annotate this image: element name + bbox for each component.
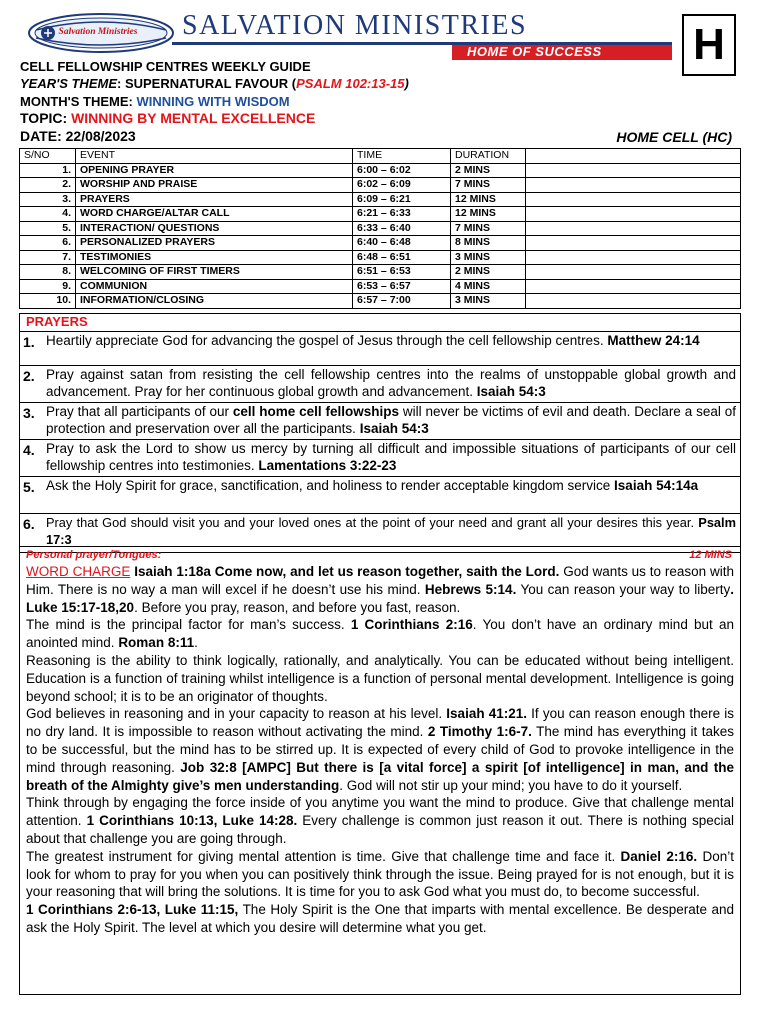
word-charge-paragraph: [26, 794, 734, 847]
prayer-number: 1.: [23, 334, 35, 350]
scripture-reference: Roman 8:11: [118, 635, 195, 651]
prayer-reference: Isaiah 54:14a: [614, 478, 699, 493]
schedule-time: 6:40 – 6:48: [353, 236, 451, 251]
paragraph-text: The greatest instrument for giving mental attention is time. Give that challenge time and face it.: [26, 848, 621, 864]
header-banner: [22, 10, 672, 59]
schedule-row: [20, 178, 741, 193]
personal-prayer-duration: 12 MINS: [689, 549, 732, 561]
word-charge-paragraph: [26, 848, 734, 901]
schedule-event: TESTIMONIES: [76, 250, 353, 265]
paragraph-text: God wants us to reason with Him. There is no way a man will excel if he doesn’t use his mind.: [26, 564, 735, 597]
schedule-event: WELCOMING OF FIRST TIMERS: [76, 265, 353, 280]
schedule-table: [19, 148, 741, 309]
month-theme: WINNING WITH WISDOM: [136, 94, 290, 109]
schedule-duration: 2 MINS: [451, 163, 526, 178]
prayer-number: 3.: [23, 405, 35, 421]
paragraph-text: Think through by engaging the force inside of you anytime you want the mind to produce. Give that challenge mental attention.: [26, 795, 734, 829]
paragraph-text: . God will not stir up your mind; you have to do it yourself.: [339, 777, 683, 793]
schedule-duration: 12 MINS: [451, 207, 526, 222]
paragraph-text: God believes in reasoning and in your capacity to reason at his level.: [26, 706, 447, 722]
schedule-sno: 6.: [20, 236, 76, 251]
schedule-sno: 8.: [20, 265, 76, 280]
prayer-item: [20, 365, 740, 402]
month-theme-label: MONTH'S THEME: [20, 94, 129, 109]
prayer-reference: Isaiah 54:3: [359, 421, 429, 436]
prayer-item: [20, 402, 740, 439]
schedule-row: [20, 192, 741, 207]
schedule-blank-cell: [526, 192, 741, 207]
schedule-sno: 5.: [20, 221, 76, 236]
prayer-text: [46, 403, 736, 437]
schedule-duration: 2 MINS: [451, 265, 526, 280]
schedule-event: INTERACTION/ QUESTIONS: [76, 221, 353, 236]
prayer-body: Heartily appreciate God for advancing the gospel of Jesus through the cell fellowship centres.: [46, 333, 608, 348]
schedule-blank-cell: [526, 279, 741, 294]
schedule-blank-cell: [526, 250, 741, 265]
schedule-row: [20, 236, 741, 251]
personal-prayer-label: Personal prayer/Tongues:: [26, 549, 162, 561]
schedule-row: [20, 279, 741, 294]
cell-type-label: HOME CELL (HC): [616, 129, 732, 145]
prayer-reference: Matthew 24:14: [607, 333, 700, 348]
header-time: TIME: [353, 149, 451, 164]
prayer-body: will never be victims of evil and death. Declare a seal of protection and preservation over all the participants.: [46, 404, 736, 436]
schedule-sno: 4.: [20, 207, 76, 222]
schedule-event: WORSHIP AND PRAISE: [76, 178, 353, 193]
paragraph-text: The mind is the principal factor for man’s success.: [26, 617, 351, 633]
word-charge-paragraph: [26, 616, 734, 652]
topic-line: [20, 111, 315, 126]
schedule-time: 6:09 – 6:21: [353, 192, 451, 207]
schedule-sno: 7.: [20, 250, 76, 265]
scripture-reference: Hebrews 5:14.: [424, 581, 517, 597]
schedule-event: PRAYERS: [76, 192, 353, 207]
schedule-sno: 9.: [20, 279, 76, 294]
schedule-duration: 8 MINS: [451, 236, 526, 251]
word-charge-paragraph: [26, 563, 734, 616]
paragraph-text: .: [194, 635, 198, 651]
prayer-item: [20, 513, 740, 548]
word-charge-section: [19, 546, 741, 995]
prayer-item: [20, 476, 740, 513]
year-theme-line: [20, 76, 409, 91]
schedule-row: [20, 265, 741, 280]
header-duration: DURATION: [451, 149, 526, 164]
word-charge-paragraph: [26, 705, 734, 794]
schedule-event: INFORMATION/CLOSING: [76, 294, 353, 309]
schedule-blank-cell: [526, 221, 741, 236]
schedule-sno: 2.: [20, 178, 76, 193]
guide-title: CELL FELLOWSHIP CENTRES WEEKLY GUIDE: [20, 59, 311, 74]
schedule-time: 6:48 – 6:51: [353, 250, 451, 265]
scripture-reference: . Luke 15:17-18,20: [26, 581, 734, 615]
schedule-blank-cell: [526, 178, 741, 193]
schedule-row: [20, 294, 741, 309]
scripture-reference: 1 Corinthians 2:6-13, Luke 11:15,: [26, 902, 239, 918]
paragraph-text: . Before you pray, reason, and before you fast, reason.: [134, 599, 461, 615]
word-charge-body: [26, 563, 734, 937]
topic: WINNING BY MENTAL EXCELLENCE: [71, 110, 316, 126]
date-value: 22/08/2023: [65, 128, 136, 144]
schedule-duration: 3 MINS: [451, 250, 526, 265]
schedule-body: [20, 163, 741, 308]
schedule-row: [20, 163, 741, 178]
prayer-number: 4.: [23, 442, 35, 458]
schedule-time: 6:21 – 6:33: [353, 207, 451, 222]
month-theme-separator: :: [128, 94, 137, 109]
schedule-duration: 7 MINS: [451, 221, 526, 236]
schedule-sno: 10.: [20, 294, 76, 309]
prayer-text: [46, 477, 736, 494]
schedule-sno: 1.: [20, 163, 76, 178]
schedule-event: OPENING PRAYER: [76, 163, 353, 178]
organization-tagline: HOME OF SUCCESS: [467, 44, 602, 59]
date-label: DATE:: [20, 128, 66, 144]
year-theme-reference: PSALM 102:13-15: [296, 76, 405, 91]
schedule-blank-cell: [526, 236, 741, 251]
schedule-duration: 7 MINS: [451, 178, 526, 193]
paragraph-text: The Holy Spirit is the One that imparts with mental excellence. Be desperate and ask the Holy Spirit. The level at which you desire will determine what you get.: [26, 902, 734, 935]
prayer-text: [46, 440, 736, 474]
date-line: [20, 129, 136, 144]
prayer-item: [20, 331, 740, 365]
year-theme-label: YEAR'S THEME: [20, 76, 117, 91]
schedule-time: 6:02 – 6:09: [353, 178, 451, 193]
prayer-reference: Isaiah 54:3: [476, 384, 546, 399]
scripture-reference: Isaiah 1:18a Come now, and let us reason together, saith the Lord.: [130, 564, 560, 579]
prayer-number: 6.: [23, 516, 35, 532]
paragraph-text: If you can reason enough there is no dry land. It is impossible to reason without activating the mind.: [26, 706, 734, 740]
schedule-duration: 3 MINS: [451, 294, 526, 309]
prayer-body: Pray that God should visit you and your loved ones at the point of your need and grant all your desires this year.: [46, 515, 699, 530]
schedule-blank-cell: [526, 207, 741, 222]
schedule-time: 6:00 – 6:02: [353, 163, 451, 178]
prayers-title: PRAYERS: [26, 314, 88, 329]
scripture-reference: 1 Corinthians 2:16: [350, 617, 473, 633]
header-sno: S/NO: [20, 149, 76, 164]
word-charge-paragraph: [26, 901, 734, 937]
prayers-section: [19, 313, 741, 553]
schedule-sno: 3.: [20, 192, 76, 207]
schedule-duration: 12 MINS: [451, 192, 526, 207]
schedule-header-row: [20, 149, 741, 164]
topic-label: TOPIC:: [20, 110, 72, 126]
schedule-duration: 4 MINS: [451, 279, 526, 294]
prayer-text: [46, 514, 736, 548]
schedule-event: COMMUNION: [76, 279, 353, 294]
schedule-time: 6:33 – 6:40: [353, 221, 451, 236]
schedule-event: WORD CHARGE/ALTAR CALL: [76, 207, 353, 222]
schedule-event: PERSONALIZED PRAYERS: [76, 236, 353, 251]
prayer-item: [20, 439, 740, 476]
year-theme-close: ): [404, 76, 409, 91]
month-theme-line: [20, 94, 290, 109]
header-blank: [526, 149, 741, 164]
word-charge-label: WORD CHARGE: [26, 564, 131, 579]
prayer-number: 5.: [23, 479, 35, 495]
prayer-body: Ask the Holy Spirit for grace, sanctification, and holiness to render acceptable kingdom service: [46, 478, 615, 493]
schedule-time: 6:53 – 6:57: [353, 279, 451, 294]
prayer-text: [46, 366, 736, 400]
paragraph-text: Don’t look for whom to pray for you when you can positively think through the issue. Being prayed for is not enough, but it is your reasoning that will bring the solutions. It is time for you to ask God what you must do, to become successful.: [26, 848, 734, 900]
paragraph-text: The mind has everything it takes to be successful, but the mind has to be stirred up. It is expected of every child of God to provoke intelligence in the mind through reasoning.: [26, 724, 735, 775]
year-theme: : SUPERNATURAL FAVOUR (: [117, 76, 297, 91]
schedule-time: 6:57 – 7:00: [353, 294, 451, 309]
prayer-number: 2.: [23, 368, 35, 384]
prayer-reference: Psalm 17:3: [46, 515, 736, 547]
word-charge-paragraph: Reasoning is the ability to think logically, rationally, and analytically. You can be educated without being intelligent. Education is a function of training whilst intelligence is a function of personal mental development. Intelligence is going beyond school; it is to be an originator of thoughts.: [26, 652, 734, 704]
schedule-row: [20, 221, 741, 236]
paragraph-text: Every challenge is common just reason it out. There is nothing special about that challenge you are going through.: [26, 813, 734, 846]
prayer-body: Pray to ask the Lord to show us mercy by turning all difficult and impossible situations of participants of our cell fellowship centres into testimonies.: [46, 441, 736, 473]
scripture-reference: Daniel 2:16.: [620, 848, 698, 864]
paragraph-text: You can reason your way to liberty: [516, 581, 731, 597]
schedule-blank-cell: [526, 265, 741, 280]
schedule-time: 6:51 – 6:53: [353, 265, 451, 280]
scripture-reference: Job 32:8 [AMPC] But there is [a vital force] a spirit [of intelligence] in man, and the breath of the Almighty give’s men understanding: [26, 759, 734, 793]
scripture-reference: 2 Timothy 1:6-7.: [427, 724, 532, 740]
prayer-reference: Lamentations 3:22-23: [258, 458, 397, 473]
schedule-row: [20, 250, 741, 265]
prayer-body: Pray against satan from resisting the cell fellowship centres into the realms of unstoppable global growth and advancement. Pray for her continuous global growth and advancement.: [46, 367, 736, 399]
logo-text: Salvation Ministries: [58, 27, 138, 37]
prayer-body: Pray that all participants of our: [46, 404, 233, 419]
schedule-blank-cell: [526, 163, 741, 178]
scripture-reference: Isaiah 41:21.: [446, 706, 528, 722]
paragraph-text: . You don’t have an ordinary mind but an anointed mind.: [26, 617, 734, 651]
scripture-reference: 1 Corinthians 10:13, Luke 14:28.: [86, 813, 298, 829]
header-event: EVENT: [76, 149, 353, 164]
prayer-emphasis: cell home cell fellowships: [232, 404, 400, 419]
organization-name: SALVATION MINISTRIES: [182, 10, 528, 41]
schedule-row: [20, 207, 741, 222]
cell-type-letter-box: H: [682, 14, 736, 76]
schedule-blank-cell: [526, 294, 741, 309]
prayer-text: [46, 332, 736, 349]
